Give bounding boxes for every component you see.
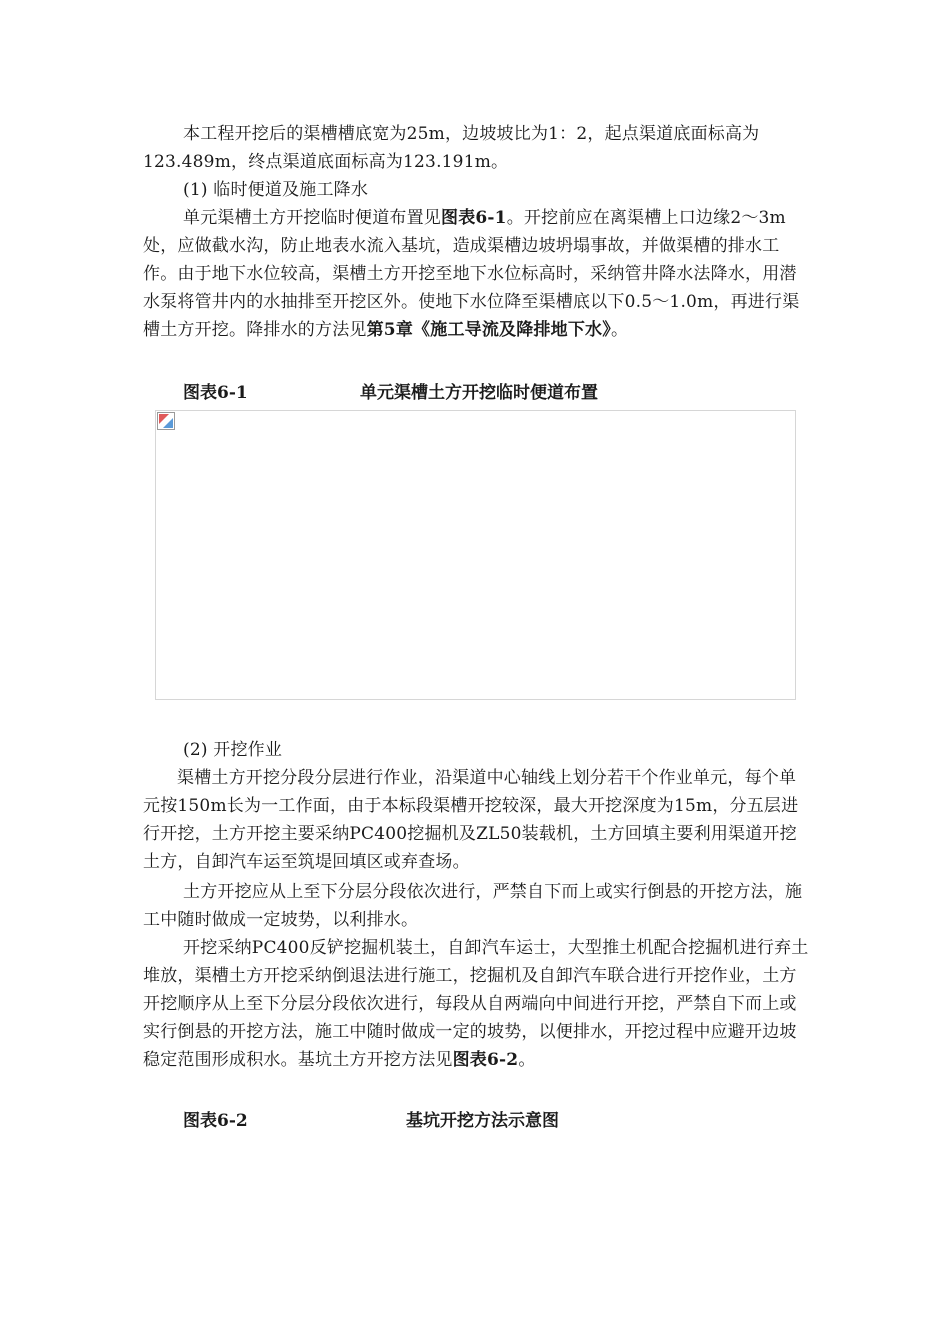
paragraph-text: 。 (610, 320, 629, 340)
figure-reference: 图表6-2 (452, 1050, 519, 1070)
heading-text: (1) 临时便道及施工降水 (183, 180, 369, 200)
figure-number: 图表6-2 (183, 1111, 248, 1131)
paragraph-excavation-equipment (143, 934, 811, 1074)
figure-number: 图表6-1 (183, 383, 248, 403)
figure-reference: 图表6-1 (441, 208, 507, 228)
paragraph-channel-dimensions (143, 120, 811, 176)
broken-image-icon (157, 412, 175, 430)
paragraph-text: 开挖采纳PC400反铲挖掘机装土，自卸汽车运士，大型推土机配合挖掘机进行弃土堆放，渠槽土方开挖采纳倒退法进行施工，挖掘机及自卸汽车联合进行开挖作业，土方开挖顺序从上至下分层分段依次进行，每段从自两端向中间进行开挖，严禁自下而上或实行倒悬的开挖方法，施工中随时做成一定的坡势，以便排水，开挖过程中应避开边坡稳定范围形成积水。基坑土方开挖方法见 (143, 938, 809, 1070)
paragraph-text: 单元渠槽土方开挖临时便道布置见 (183, 208, 441, 228)
paragraph-text: 渠槽土方开挖分段分层进行作业，沿渠道中心轴线上划分若干个作业单元，每个单元按150m长为一工作面，由于本标段渠槽开挖较深，最大开挖深度为15m，分五层进行开挖，土方开挖主要采纳PC400挖掘机及ZL50装载机，土方回填主要利用渠道开挖土方，自卸汽车运至筑堤回填区或弃查场。 (143, 768, 799, 872)
paragraph-temporary-road (143, 204, 811, 344)
heading-temporary-road (143, 176, 811, 204)
paragraph-text: 。 (518, 1050, 536, 1070)
paragraph-text: 。开挖前应在离渠槽上口边缘2～3m处，应做截水沟，防止地表水流入基坑，造成渠槽边坡坍塌事故，并做渠槽的排水工作。由于地下水位较高，渠槽土方开挖至地下水位标高时，采纳管井降水法降水，用潜水泵将管井内的水抽排至开挖区外。使地下水位降至渠槽底以下0.5～1.0m，再进行渠槽土方开挖。降排水的方法见 (143, 208, 800, 340)
paragraph-text: 本工程开挖后的渠槽槽底宽为25m，边坡坡比为1：2，起点渠道底面标高为123.489m，终点渠道底面标高为123.191m。 (143, 124, 760, 172)
paragraph-text: 土方开挖应从上至下分层分段依次进行，严禁自下而上或实行倒悬的开挖方法，施工中随时做成一定坡势，以利排水。 (143, 882, 803, 930)
figure-image-placeholder (155, 410, 796, 700)
paragraph-excavation-units (143, 764, 811, 876)
chapter-reference: 第5章《施工导流及降排地下水》 (366, 320, 611, 340)
figure-title: 单元渠槽土方开挖临时便道布置 (360, 383, 598, 403)
figure-title: 基坑开挖方法示意图 (406, 1111, 559, 1131)
paragraph-excavation-order (143, 878, 811, 934)
heading-excavation (143, 736, 811, 764)
heading-text: (2) 开挖作业 (183, 740, 283, 760)
